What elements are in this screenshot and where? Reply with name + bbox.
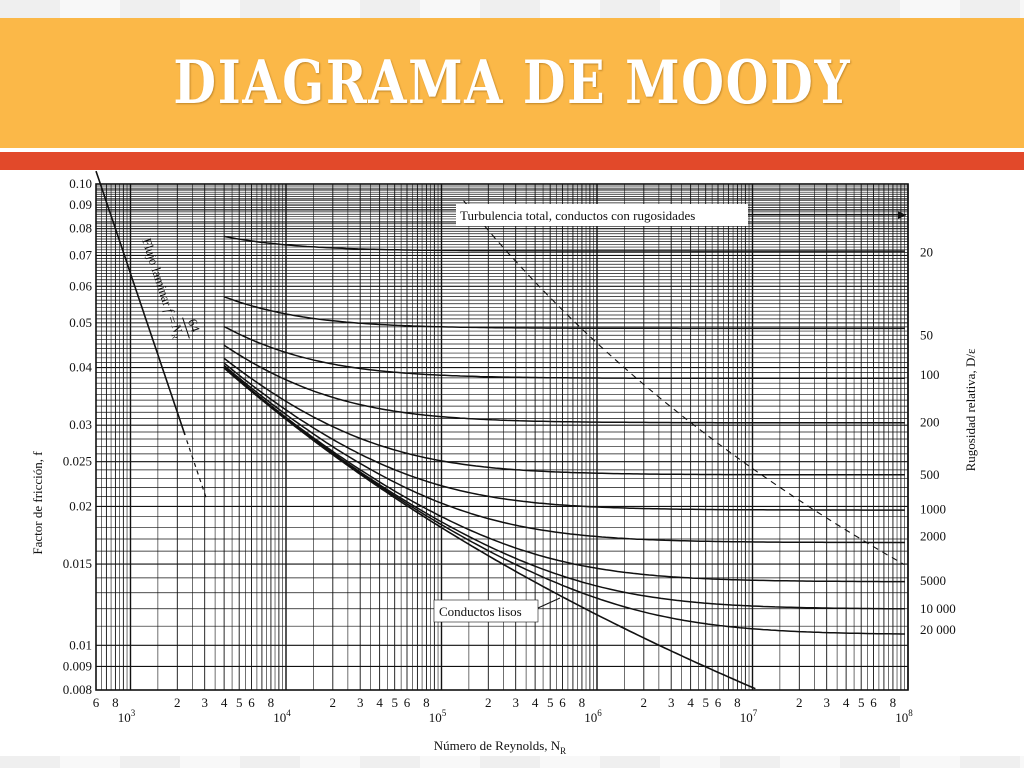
x-minor-tick-label: 8 xyxy=(889,695,897,710)
y-tick-label: 0.08 xyxy=(69,220,92,236)
x-minor-tick-label: 5 xyxy=(235,695,243,710)
roughness-curve xyxy=(224,368,905,634)
y-tick-label: 0.009 xyxy=(62,658,92,674)
y-tick-label: 0.05 xyxy=(69,314,92,330)
roughness-label: 50 xyxy=(920,327,933,343)
x-decade-label: $10^7$ xyxy=(739,708,758,725)
x-decade-label: $10^3$ xyxy=(117,708,136,725)
x-minor-tick-label: 6 xyxy=(248,695,255,710)
x-minor-tick-label: 6 xyxy=(403,695,411,710)
x-minor-tick-label: 5 xyxy=(391,695,398,710)
y-tick-label: 0.04 xyxy=(69,359,92,375)
x-tick-label: 6 xyxy=(92,695,100,710)
x-minor-tick-label: 2 xyxy=(329,695,337,710)
accent-stripe xyxy=(0,152,1024,170)
roughness-label: 1000 xyxy=(920,501,946,517)
roughness-curve xyxy=(224,297,905,329)
x-minor-tick-label: 4 xyxy=(687,695,694,710)
x-minor-tick-label: 4 xyxy=(376,695,383,710)
x-minor-tick-label: 6 xyxy=(559,695,566,710)
x-minor-tick-label: 2 xyxy=(485,695,492,710)
y2-axis-label: Rugosidad relativa, D/ε xyxy=(963,348,978,472)
roughness-curve xyxy=(224,358,905,475)
x-minor-tick-label: 3 xyxy=(667,695,675,710)
x-minor-tick-label: 5 xyxy=(857,695,865,710)
x-decade-label: $10^8$ xyxy=(895,708,913,725)
laminar-formula-numerator: 64 xyxy=(184,316,204,334)
y-tick-label: 0.07 xyxy=(69,247,92,263)
roughness-label: 500 xyxy=(920,466,940,482)
roughness-label: 10 000 xyxy=(920,600,956,616)
page-title: DIAGRAMA DE MOODY xyxy=(173,48,851,118)
y-tick-label: 0.015 xyxy=(62,556,92,572)
x-decade-label: $10^4$ xyxy=(273,708,291,725)
y-tick-label: 0.03 xyxy=(69,417,92,433)
laminar-label: Flujo laminar f = xyxy=(139,236,182,326)
roughness-curve xyxy=(224,345,905,423)
roughness-curve xyxy=(224,363,905,510)
turbulence-label: Turbulencia total, conductos con rugosidades xyxy=(460,208,696,223)
title-banner xyxy=(0,18,1024,148)
x-minor-tick-label: 6 xyxy=(870,695,877,710)
y-tick-label: 0.008 xyxy=(62,682,92,697)
x-axis-label: Número de Reynolds, $N_R$ xyxy=(433,738,567,756)
x-decade-label: $10^6$ xyxy=(584,708,602,725)
roughness-label: 5000 xyxy=(920,572,946,588)
y-tick-label: 0.10 xyxy=(69,176,92,191)
x-minor-tick-label: 5 xyxy=(546,695,554,710)
x-minor-tick-label: 3 xyxy=(201,695,208,710)
roughness-curve xyxy=(224,368,905,609)
x-minor-tick-label: 2 xyxy=(640,695,648,710)
y-axis-label: Factor de fricción, f xyxy=(30,451,45,555)
x-minor-tick-label: 2 xyxy=(174,695,181,710)
x-minor-tick-label: 2 xyxy=(796,695,803,710)
roughness-label: 200 xyxy=(920,414,940,430)
x-minor-tick-label: 4 xyxy=(842,695,850,710)
smooth-pipe-curve xyxy=(224,368,755,689)
x-minor-tick-label: 8 xyxy=(267,695,275,710)
x-tick-label: 8 xyxy=(112,695,119,710)
roughness-curve xyxy=(224,236,905,251)
x-minor-tick-label: 8 xyxy=(734,695,741,710)
bottom-decorative-pattern xyxy=(0,756,1024,768)
x-minor-tick-label: 3 xyxy=(823,695,830,710)
x-minor-tick-label: 4 xyxy=(220,695,228,710)
chart-labels xyxy=(30,176,978,756)
roughness-label: 20 000 xyxy=(920,621,956,637)
x-minor-tick-label: 5 xyxy=(702,695,709,710)
x-decade-label: $10^5$ xyxy=(428,708,447,725)
moody-chart xyxy=(0,170,1024,756)
x-axis-label-text: Número de Reynolds, N xyxy=(433,738,561,753)
x-minor-tick-label: 8 xyxy=(423,695,430,710)
x-minor-tick-label: 6 xyxy=(714,695,722,710)
y-tick-label: 0.09 xyxy=(69,197,92,213)
y-tick-label: 0.02 xyxy=(69,498,92,514)
roughness-curve xyxy=(224,327,905,379)
roughness-label: 2000 xyxy=(920,528,946,544)
roughness-label: 100 xyxy=(920,367,940,383)
x-minor-tick-label: 4 xyxy=(531,695,539,710)
x-minor-tick-label: 3 xyxy=(356,695,364,710)
y-tick-label: 0.06 xyxy=(69,278,92,294)
smooth-pipe-label: Conductos lisos xyxy=(439,604,522,619)
y-tick-label: 0.025 xyxy=(62,453,92,469)
roughness-label: 20 xyxy=(920,244,933,260)
x-minor-tick-label: 3 xyxy=(512,695,519,710)
top-decorative-pattern xyxy=(0,0,1024,18)
laminar-formula-denominator: $N_R$ xyxy=(168,321,186,341)
y-tick-label: 0.01 xyxy=(69,637,92,653)
x-minor-tick-label: 8 xyxy=(578,695,586,710)
